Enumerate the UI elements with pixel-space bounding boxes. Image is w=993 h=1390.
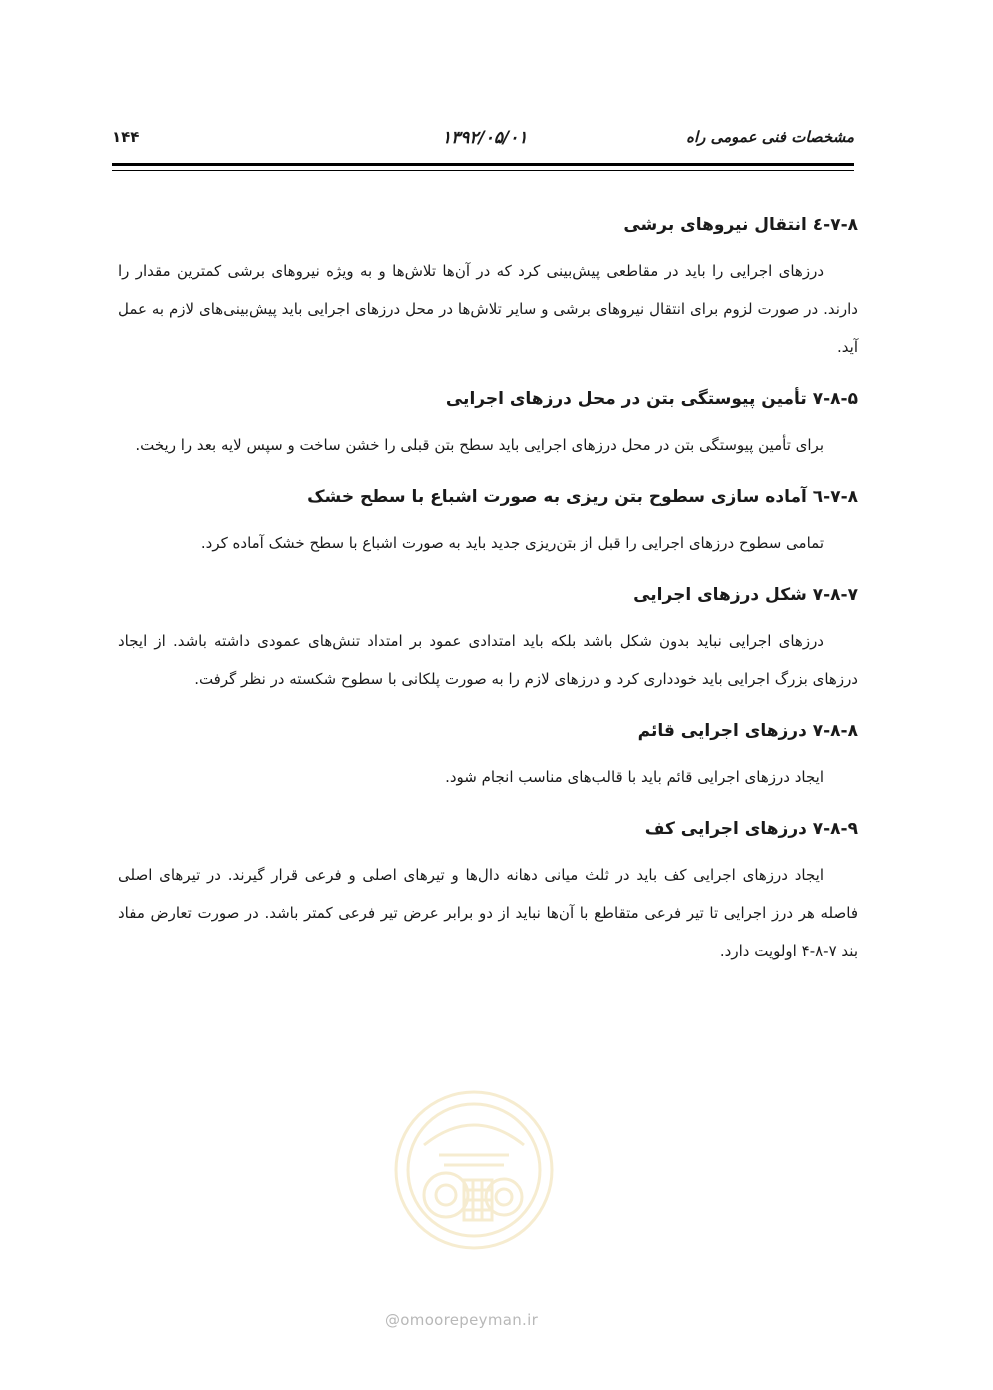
section-heading: ۷-۸-٤ انتقال نیروهای برشی (623, 215, 858, 235)
paragraph-text: برای تأمین پیوستگی بتن در محل درزهای اجرایی باید سطح بتن قبلی را خشن ساخت و سپس لایه بعد را ریخت. (135, 436, 824, 454)
watermark-text: @omoorepeyman.ir (385, 1311, 539, 1329)
section-paragraph (118, 426, 858, 464)
paragraph-text: درزهای اجرایی نباید بدون شکل باشد بلکه باید امتدادی عمود بر امتداد تنش‌های عمودی داشته باشد. از ایجاد درزهای بزرگ اجرایی باید خودداری کرد و درزهای لازم را به صورت پلکانی با سطوح شکسته در نظر گرفت. (118, 632, 858, 688)
section-shear-transfer (118, 212, 858, 366)
page-number: ۱۴۴ (112, 128, 140, 146)
section-heading: ۷-۸-۵ تأمین پیوستگی بتن در محل درزهای اجرایی (445, 389, 858, 409)
page-content (118, 212, 858, 990)
section-floor-joints (118, 816, 858, 970)
header-date: ۱۳۹۲/۰۵/۰۱ (442, 128, 528, 148)
section-paragraph (118, 252, 858, 366)
running-title: مشخصات فنی عمومی راه (686, 128, 854, 146)
paragraph-text: تمامی سطوح درزهای اجرایی را قبل از بتن‌ریزی جدید باید به صورت اشباع با سطح خشک آماده کرد. (200, 534, 824, 552)
header-rule-thin (112, 170, 854, 171)
section-heading: ۷-۸-٦ آماده سازی سطوح بتن ریزی به صورت اشباع با سطح خشک (307, 487, 858, 507)
header-rule-thick (112, 163, 854, 166)
section-paragraph (118, 856, 858, 970)
paragraph-text: ایجاد درزهای اجرایی کف باید در ثلث میانی دهانه دال‌ها و تیرهای اصلی و فرعی قرار گیرند. در تیرهای اصلی فاصله هر درز اجرایی تا تیر فرعی متقاطع با آن‌ها نباید از دو برابر عرض تیر فرعی کمتر باشد. در صورت تعارض مفاد بند ۷-۸-۴ اولویت دارد. (118, 866, 858, 960)
section-heading: ۷-۸-۸ درزهای اجرایی قائم (637, 721, 858, 741)
page-header (112, 128, 854, 152)
section-heading: ۷-۸-۷ شکل درزهای اجرایی (633, 585, 858, 605)
paragraph-text: ایجاد درزهای اجرایی قائم باید با قالب‌های مناسب انجام شود. (445, 768, 824, 786)
section-joint-shape (118, 582, 858, 698)
section-paragraph (118, 758, 858, 796)
watermark-logo (384, 1085, 564, 1255)
section-concrete-continuity (118, 386, 858, 464)
section-vertical-joints (118, 718, 858, 796)
section-paragraph (118, 524, 858, 562)
section-heading: ۷-۸-۹ درزهای اجرایی کف (644, 819, 858, 839)
section-surface-preparation (118, 484, 858, 562)
paragraph-text: درزهای اجرایی را باید در مقاطعی پیش‌بینی کرد که در آن‌ها تلاش‌ها و به ویژه نیروهای برشی کمترین مقدار را دارند. در صورت لزوم برای انتقال نیروهای برشی و سایر تلاش‌ها در محل درزهای اجرایی باید پیش‌بینی‌های لازم به عمل آید. (118, 262, 858, 356)
section-paragraph (118, 622, 858, 698)
